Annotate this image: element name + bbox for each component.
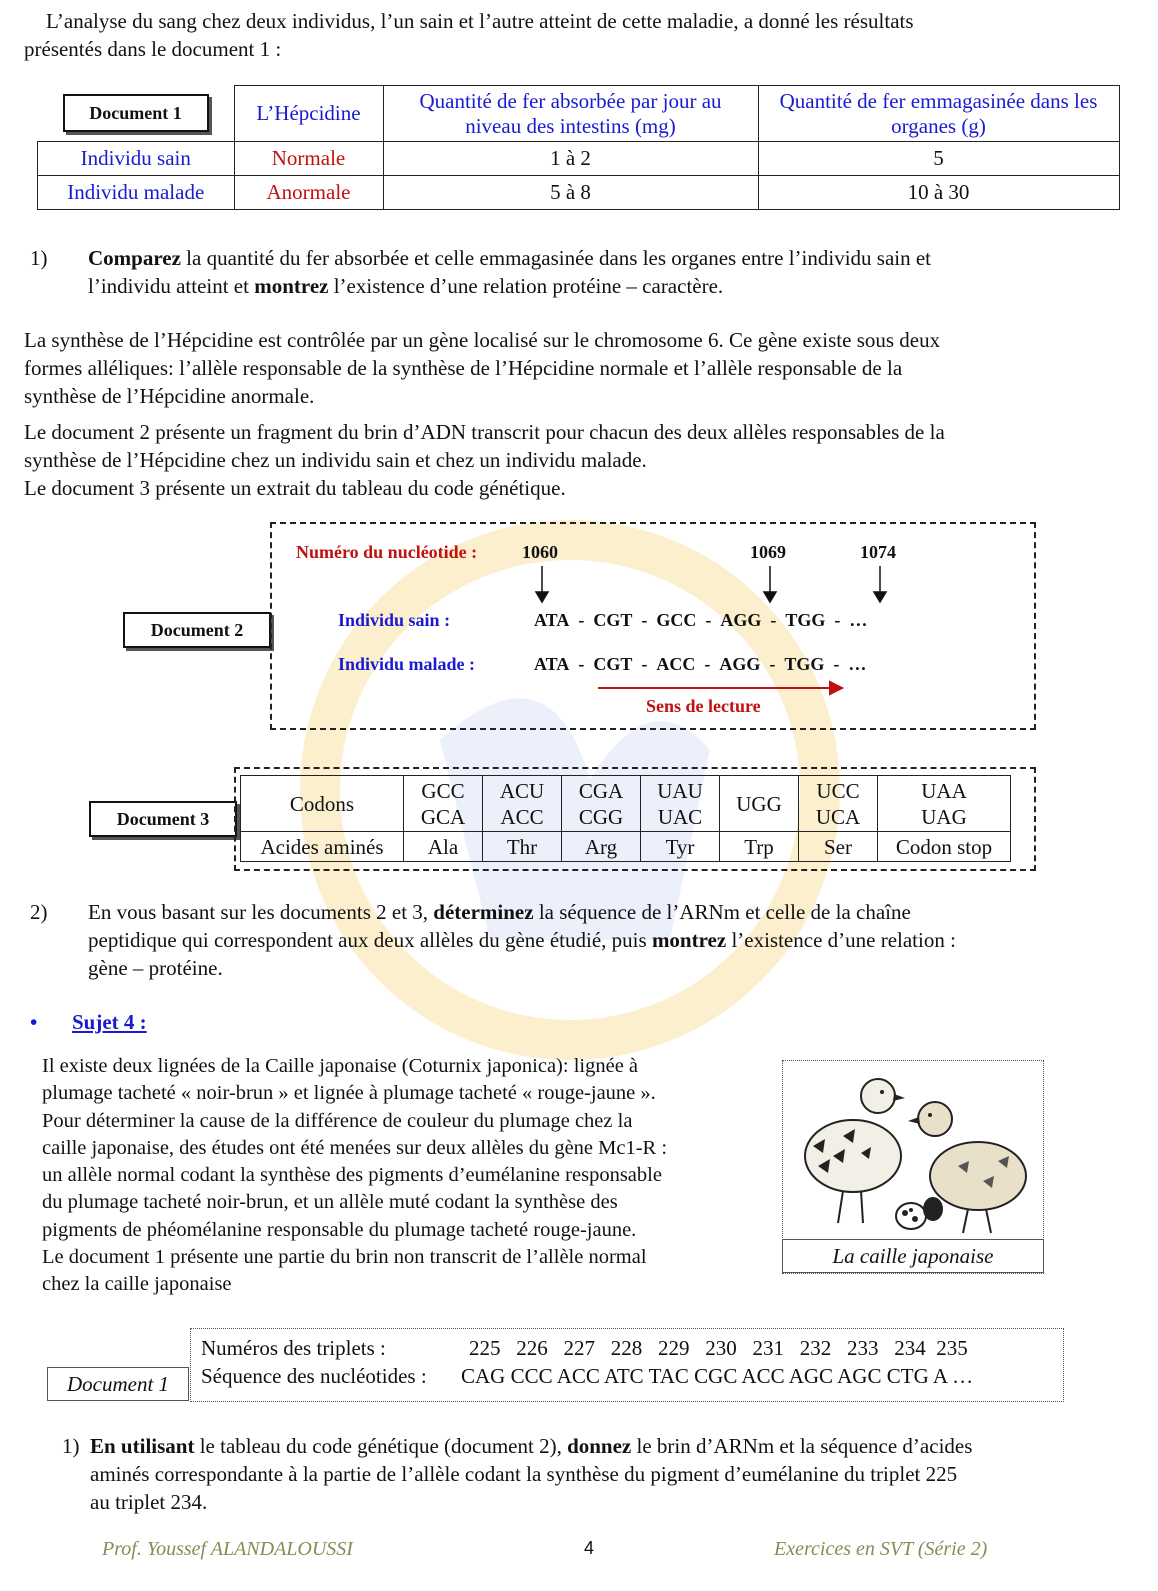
doc3-aa-label: Acides aminés (241, 832, 404, 862)
quail-caption: La caille japonaise (782, 1239, 1044, 1273)
doc3-aa-cell: Arg (562, 832, 641, 862)
doc3-aa-cell: Thr (483, 832, 562, 862)
doc3-aa-cell: Ser (799, 832, 878, 862)
doc3-codon-cell: ACU ACC (483, 776, 562, 832)
doc2-nucleotide-1069: 1069 (750, 542, 786, 562)
sujet4-title: Sujet 4 : (72, 1010, 147, 1034)
doc1-header-hepcidine: L’Hépcidine (234, 86, 383, 142)
q2-number: 2) (30, 900, 48, 924)
doc2-numero-label: Numéro du nucléotide : (296, 542, 478, 562)
sujet4-paragraph: Il existe deux lignées de la Caille japonaise (Coturnix japonica): lignée à plumage tacheté « noir-brun » et lignée à plumage tacheté « rouge-jaune ». Pour déterminer la cause de la différence de couleur du plumage chez la caille japonaise, des études ont été menées sur deux allèles du gène Mc1-R : un allèle normal codant la synthèse des pigments d’eumélanine responsable du plumage tacheté noir-brun, et un allèle muté codant la synthèse des pigments de phéomélanine responsable du plumage tacheté rouge-jaune. Le document 1 présente une partie du brin non transcrit de l’allèle normal chez la caille japonaise (42, 1055, 668, 1296)
doc2-box (270, 522, 1036, 730)
q3-number: 1) (62, 1434, 80, 1458)
doc3-box (234, 767, 1036, 871)
doc3-codon-cell: GCC GCA (404, 776, 483, 832)
doc3-codons-label: Codons (241, 776, 404, 832)
intro-line2: présentés dans le document 1 : (24, 37, 282, 61)
doc3-aa-cell: Ala (404, 832, 483, 862)
sujet4-bullet: • (30, 1010, 38, 1034)
doc2-malade-sequence: ATA - CGT - ACC - AGG - TGG - … (534, 654, 867, 674)
doc3-codon-cell: CGA CGG (562, 776, 641, 832)
paragraph-documents: Le document 2 présente un fragment du brin d’ADN transcrit pour chacun des deux allèles responsables de la synthèse de l’Hépcidine chez un individu sain et chez un individu malade. Le document 3 présente un extrait du tableau du code génétique. (24, 420, 945, 500)
q1-verb: Comparez (88, 246, 181, 270)
doc3-codon-cell: UCC UCA (799, 776, 878, 832)
doc1-table (37, 85, 1120, 210)
doc1b-sequence-label: Séquence des nucléotides : (201, 1364, 427, 1388)
doc3-aa-cell: Codon stop (878, 832, 1011, 862)
doc3-table (240, 775, 1011, 862)
doc3-codon-cell: UAU UAC (641, 776, 720, 832)
doc1-cell-stored: 5 (758, 142, 1119, 176)
doc1b-triplet-numbers: 225 226 227 228 229 230 231 232 233 234 235 (469, 1336, 968, 1360)
doc2-sain-sequence: ATA - CGT - GCC - AGG - TGG - … (534, 610, 868, 630)
q1-text: Comparez la quantité du fer absorbée et celle emmagasinée dans les organes entre l’individu sain et l’individu atteint et montrez l’existence d’une relation protéine – caractère. (88, 246, 932, 298)
doc3-codon-cell: UAA UAG (878, 776, 1011, 832)
doc1-cell-hepcidine: Anormale (234, 176, 383, 210)
doc1b-label: Document 1 (47, 1367, 189, 1401)
intro-line1: L’analyse du sang chez deux individus, l’un sain et l’autre atteint de cette maladie, a donné les résultats (46, 9, 914, 33)
doc3-label: Document 3 (89, 801, 237, 837)
doc1-row-label: Individu sain (38, 142, 235, 176)
doc2-sain-label: Individu sain : (338, 610, 451, 630)
page-number: 4 (584, 1538, 595, 1558)
footer-series: Exercices en SVT (Série 2) (774, 1538, 988, 1560)
footer-author: Prof. Youssef ALANDALOUSSI (102, 1538, 353, 1560)
doc1-row-label: Individu malade (38, 176, 235, 210)
doc1b-sequence: CAG CCC ACC ATC TAC CGC ACC AGC AGC CTG A … (461, 1364, 974, 1388)
doc2-malade-label: Individu malade : (338, 654, 476, 674)
doc2-nucleotide-1074: 1074 (860, 542, 896, 562)
doc3-codon-cell: UGG (720, 776, 799, 832)
doc1-cell-hepcidine: Normale (234, 142, 383, 176)
doc1-label: Document 1 (63, 94, 209, 132)
doc3-aa-cell: Trp (720, 832, 799, 862)
doc1-cell-stored: 10 à 30 (758, 176, 1119, 210)
paragraph-gene: La synthèse de l’Hépcidine est contrôlée par un gène localisé sur le chromosome 6. Ce gène existe sous deux formes alléliques: l’allèle responsable de la synthèse de l’Hépcidine normale et l’allèle responsable de la synthèse de l’Hépcidine anormale. (24, 328, 941, 408)
doc1-header-absorbed: Quantité de fer absorbée par jour au niveau des intestins (mg) (383, 86, 758, 142)
q3-text: En utilisant le tableau du code génétique (document 2), donnez le brin d’ARNm et la séquence d’acides aminés correspondante à la partie de l’allèle codant la synthèse du pigment d’eumélanine du triplet 225 au triplet 234. (90, 1434, 973, 1514)
quail-illustration (783, 1061, 1043, 1239)
doc3-aa-cell: Tyr (641, 832, 720, 862)
doc1-header-stored: Quantité de fer emmagasinée dans les organes (g) (758, 86, 1119, 142)
q1-number: 1) (30, 246, 48, 270)
doc2-reading-direction: Sens de lecture (646, 696, 761, 716)
doc2-nucleotide-1060: 1060 (522, 542, 558, 562)
doc1-cell-absorbed: 1 à 2 (383, 142, 758, 176)
doc2-label: Document 2 (123, 612, 271, 648)
q1-verb: montrez (254, 274, 329, 298)
doc1b-box (190, 1328, 1064, 1402)
doc1-cell-absorbed: 5 à 8 (383, 176, 758, 210)
doc1b-triplets-label: Numéros des triplets : (201, 1336, 386, 1360)
q2-text: En vous basant sur les documents 2 et 3, déterminez la séquence de l’ARNm et celle de la chaîne peptidique qui correspondent aux deux allèles du gène étudié, puis montrez l’existence d’une relation : gène – protéine. (88, 900, 956, 980)
quail-image-frame (782, 1060, 1044, 1274)
